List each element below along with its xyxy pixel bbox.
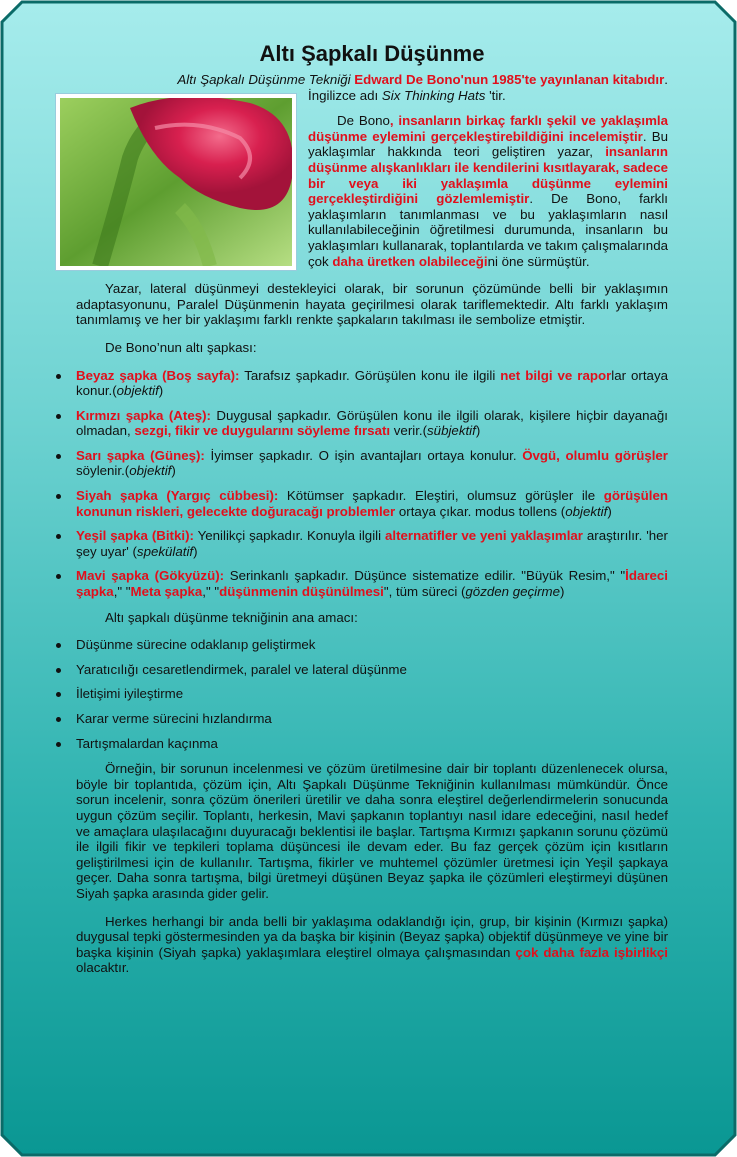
- list-item: Sarı şapka (Güneş): İyimser şapkadır. O işin avantajları ortaya konulur. Övgü, olumlu görüşler söylenir.(objektif): [76, 447, 668, 479]
- list-item: Karar verme sürecini hızlandırma: [76, 711, 668, 727]
- hats-heading: De Bono’nun altı şapkası:: [105, 339, 257, 355]
- aims-heading: Altı şapkalı düşünme tekniğinin ana amacı:: [105, 609, 358, 625]
- list-item: Yaratıcılığı cesaretlendirmek, paralel ve lateral düşünme: [76, 662, 668, 678]
- intro-line: [76, 72, 668, 88]
- intro-italic: Altı Şapkalı Düşünme Tekniği: [177, 72, 355, 87]
- list-item: Yeşil şapka (Bitki): Yenilikçi şapkadır. Konuyla ilgili alternatifler ve yeni yaklaşımlar araştırılır. 'her şey uyar' (spekülatif): [76, 528, 668, 559]
- rose-photo: [56, 94, 296, 270]
- list-item: Siyah şapka (Yargıç cübbesi): Kötümser şapkadır. Eleştiri, olumsuz görüşler ile görüşülen konunun riskleri, gelecekte doğuracağı problemler ortaya çıkar. modus tollens (objektif): [76, 488, 668, 519]
- hats-list: [76, 368, 668, 600]
- rose-photo-icon: [60, 98, 292, 266]
- list-item: Düşünme sürecine odaklanıp geliştirmek: [76, 637, 668, 653]
- page-title: Altı Şapkalı Düşünme: [259, 41, 485, 66]
- paragraph-final: Herkes herhangi bir anda belli bir yaklaşıma odaklandığı için, grup, bir kişinin (Kırmızı şapka) duygusal tepki göstermesinden ya da başka bir kişinin (Beyaz şapka) objektif düşünmeye ve yine bir başka kişinin (Siyah şapka) yaklaşımlara eleştirel olmaya çalışmasından çok daha fazla işbirlikçi olacaktır.: [76, 913, 669, 976]
- intro-english-name: İngilizce adı Six Thinking Hats 'tir.: [308, 87, 506, 103]
- intro-end: .: [664, 72, 668, 87]
- paragraph-debono: De Bono, insanların birkaç farklı şekil ve yaklaşımla düşünme eylemini gerçekleştirebildiğini incelemiştir. Bu yaklaşımlar hakkında teori geliştiren yazar, insanların düşünme alışkanlıkları ile kendilerini kısıtlayarak, sadece bir veya iki yaklaşımla düşünme eylemini gerçekleştirdiğini gözlemlemiştir. De Bono, farklı yaklaşımların tanımlanması ve bu yaklaşımların nasıl kullanılabileceğinin öğretilmesi durumunda, insanların bu yaklaşımları kullanarak, toplantılarda ve takım çalışmalarında çok daha üretken olabileceğini öne sürmüştür.: [308, 113, 669, 269]
- english-title: Six Thinking Hats: [381, 87, 486, 103]
- paragraph-lateral: Yazar, lateral düşünmeyi destekleyici olarak, bir sorunun çözümünde belli bir yaklaşımın adaptasyonunu, Paralel Düşünmenin hayata geçirilmesi olarak tariflemektedir. Altı farklı yaklaşım tanımlamış ve her bir yaklaşımı farklı renkte şapkaların takılması ile sembolize etmiştir.: [76, 281, 668, 328]
- intro-highlight: Edward De Bono'nun 1985'te yayınlanan kitabıdır: [354, 72, 665, 87]
- list-item: İletişimi iyileştirme: [76, 686, 668, 702]
- list-item: Kırmızı şapka (Ateş): Duygusal şapkadır. Görüşülen konu ile ilgili olarak, kişilere hiçbir dayanağı olmadan, sezgi, fikir ve duygularını söyleme fırsatı verir.(sübjektif): [76, 407, 669, 439]
- paragraph-example: Örneğin, bir sorunun incelenmesi ve çözüm üretilmesine dair bir toplantı düzenlenecek olursa, böyle bir toplantıda, çözüm için, Altı Şapkalı Düşünme Tekniğinin kullanılması mümkündür. Önce sorun incelenir, sonra çözüm önerileri üretilir ve daha sonra eleştirel değerlendirmelerin sonucunda uygun çözüm seçilir. Toplantı, herkesin, Mavi şapkanın toplantıyı nasıl idare edeceğini, nasıl hedef ve amaçlara ulaşılacağını duyuracağı beklentisi ile başlar. Tartışma Kırmızı şapkanın sorunu çözümü ile ilgili fikir ve tepkileri toplama düşüncesi ile devam eder. Bu faz gerçek çözüm için kısıtların geliştirilmesi için de kullanılır. Tartışma, fikirler ve muhtemel çözümler üretmesi için Yeşil şapkaya geçer. Daha sonra tartışma, bilgi üretmeyi düşünen Beyaz şapka ile çözümleri eleştirmeyi düşünen Siyah şapka arasında gider gelir.: [76, 761, 668, 901]
- aims-list: [76, 637, 668, 751]
- list-item: Tartışmalardan kaçınma: [76, 736, 668, 752]
- article: [76, 40, 668, 988]
- list-item: Beyaz şapka (Boş sayfa): Tarafsız şapkadır. Görüşülen konu ile ilgili net bilgi ve raporlar ortaya konur.(objektif): [76, 367, 668, 399]
- list-item: Mavi şapka (Gökyüzü): Serinkanlı şapkadır. Düşünce sistematize edilir. "Büyük Resim," "İdareci şapka," "Meta şapka," "düşünmenin düşünülmesi", tüm süreci (gözden geçirme): [76, 568, 668, 600]
